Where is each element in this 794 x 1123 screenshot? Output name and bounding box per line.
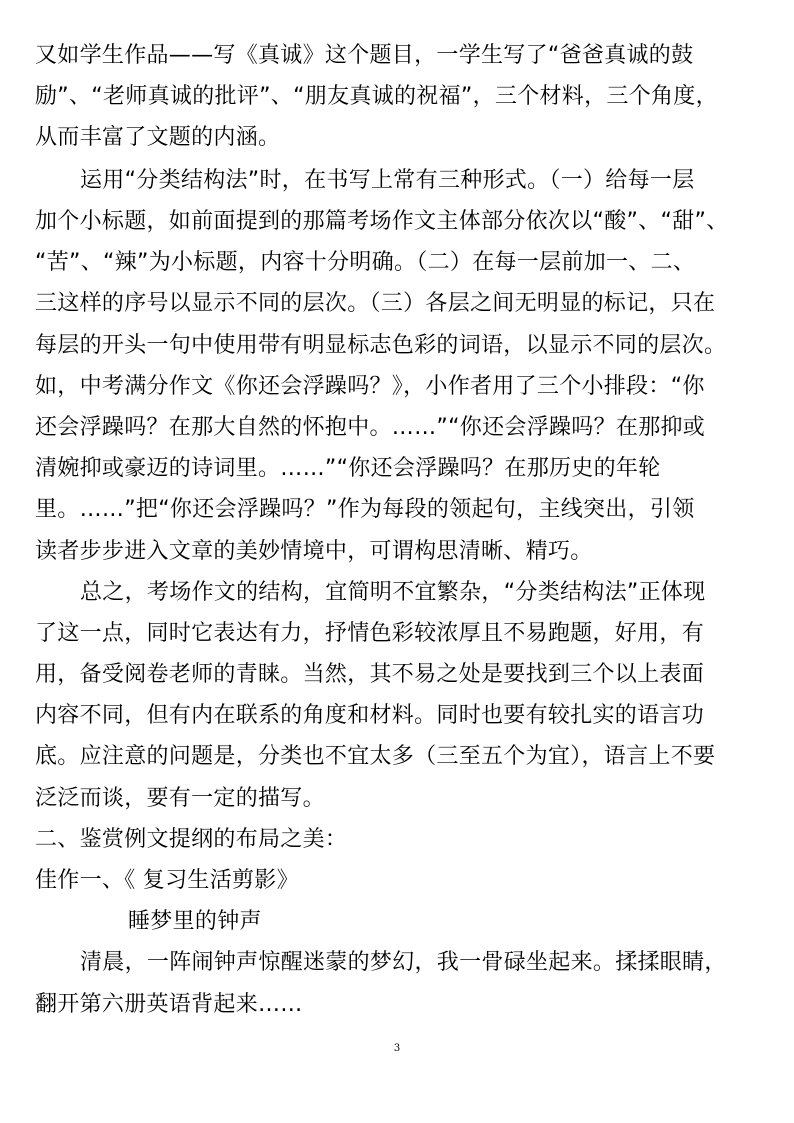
paragraph-first-line: 运用“分类结构法”时，在书写上常有三种形式。（一）给每一层	[80, 168, 695, 193]
body-text-line: 底。应注意的问题是，分类也不宜太多（三至五个为宜），语言上不要	[35, 744, 716, 769]
body-text-line: 从而丰富了文题的内涵。	[35, 125, 281, 150]
body-text-line: 泛泛而谈，要有一定的描写。	[35, 786, 325, 811]
body-text-line: 每层的开头一句中使用带有明显标志色彩的词语，以显示不同的层次。	[35, 333, 727, 358]
body-text-line: 清婉抑或豪迈的诗词里。……”“你还会浮躁吗？在那历史的年轮	[35, 456, 661, 481]
body-text-line: 还会浮躁吗？在那大自然的怀抱中。……”“你还会浮躁吗？在那抑或	[35, 415, 706, 440]
body-text-line: 翻开第六册英语背起来……	[35, 992, 303, 1017]
essay-title: 睡梦里的钟声	[128, 909, 262, 934]
page-number: 3	[393, 1043, 401, 1054]
paragraph-first-line: 清晨，一阵闹钟声惊醒迷蒙的梦幻，我一骨碌坐起来。揉揉眼睛，	[80, 950, 727, 975]
body-text-line: 了这一点，同时它表达有力，抒情色彩较浓厚且不易跑题，好用，有	[35, 621, 705, 646]
body-text-line: 又如学生作品——写《真诚》这个题目，一学生写了“爸爸真诚的鼓	[35, 43, 694, 68]
body-text-line: 读者步步进入文章的美妙情境中，可谓构思清晰、精巧。	[35, 539, 593, 564]
body-text-line: 如，中考满分作文《你还会浮躁吗？》，小作者用了三个小排段：“你	[35, 374, 705, 399]
body-text-line: 里。……”把“你还会浮躁吗？”作为每段的领起句，主线突出，引领	[35, 497, 695, 522]
body-text-line: 励”、“老师真诚的批评”、“朋友真诚的祝福”，三个材料，三个角度，	[35, 84, 718, 109]
body-text-line: 三这样的序号以显示不同的层次。（三）各层之间无明显的标记，只在	[35, 291, 716, 316]
example-heading: 佳作一、《 复习生活剪影》	[35, 868, 299, 893]
section-heading: 二、鉴赏例文提纲的布局之美：	[35, 827, 348, 852]
paragraph-first-line: 总之，考场作文的结构，宜简明不宜繁杂，“分类结构法”正体现	[80, 580, 706, 605]
body-text-line: “苦”、“辣”为小标题，内容十分明确。（二）在每一层前加一、二、	[35, 250, 696, 275]
body-text-line: 加个小标题，如前面提到的那篇考场作文主体部分依次以“酸”、“甜”、	[35, 209, 729, 234]
body-text-line: 内容不同，但有内在联系的角度和材料。同时也要有较扎实的语言功	[35, 703, 705, 728]
body-text-line: 用，备受阅卷老师的青睐。当然，其不易之处是要找到三个以上表面	[35, 662, 705, 687]
